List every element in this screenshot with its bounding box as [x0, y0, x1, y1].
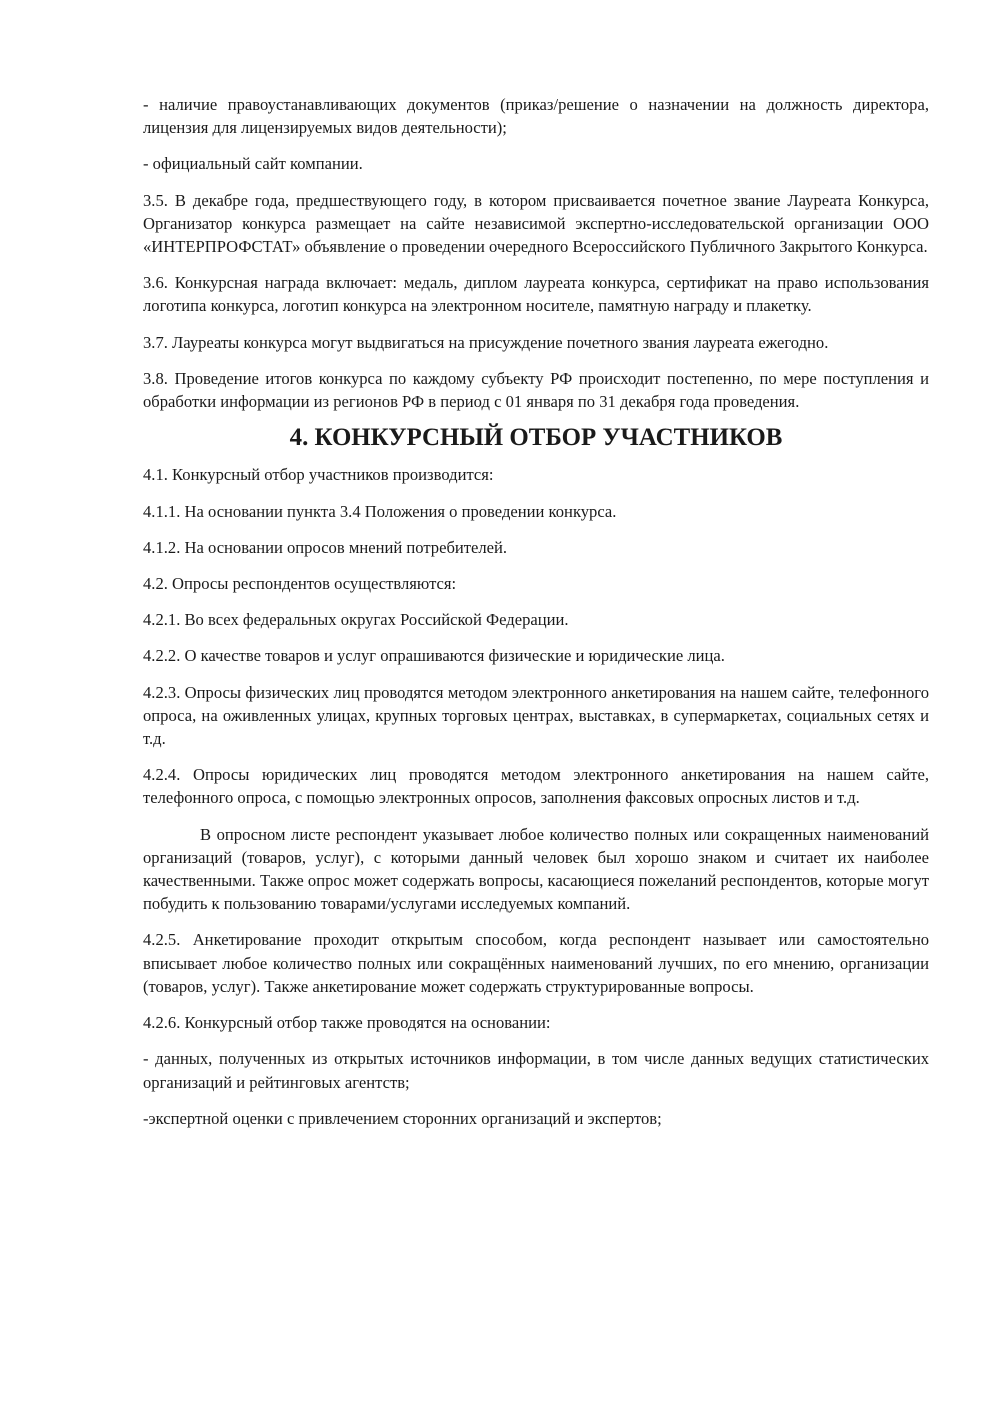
paragraph-4-2: 4.2. Опросы респондентов осуществляются: [143, 574, 457, 594]
paragraph-3-6: 3.6. Конкурсная награда включает: медаль, диплом лауреата конкурса, сертификат на право использования логотипа конкурса, логотип конкурса на электронном носителе, памятную награду и плакетку. [143, 273, 929, 316]
paragraph-4-1-1: 4.1.1. На основании пункта 3.4 Положения о проведении конкурса. [143, 501, 617, 521]
paragraph-4-1-2: 4.1.2. На основании опросов мнений потребителей. [143, 537, 508, 557]
paragraph-4-1: 4.1. Конкурсный отбор участников производится: [143, 465, 494, 485]
paragraph-bullet-website: - официальный сайт компании. [143, 154, 363, 174]
paragraph-bullet-open-sources: - данных, полученных из открытых источников информации, в том числе данных ведущих статистических организаций и рейтинговых агентств; [143, 1049, 929, 1092]
paragraph-4-2-2: 4.2.2. О качестве товаров и услуг опрашиваются физические и юридические лица. [143, 646, 725, 666]
paragraph-3-7: 3.7. Лауреаты конкурса могут выдвигаться на присуждение почетного звания лауреата ежегодно. [143, 332, 829, 352]
paragraph-3-5: 3.5. В декабре года, предшествующего году, в котором присваивается почетное звание Лауреата Конкурса, Организатор конкурса размещает на сайте независимой экспертно-исследовательской организации ООО «ИНТЕРПРОФСТАТ» объявление о проведении очередного Всероссийского Публичного Закрытого Конкурса. [143, 190, 929, 257]
paragraph-bullet-expert: -экспертной оценки с привлечением сторонних организаций и экспертов; [143, 1108, 662, 1128]
document-page [143, 93, 929, 1143]
paragraph-4-2-5: 4.2.5. Анкетирование проходит открытым способом, когда респондент называет или самостоятельно вписывает любое количество полных или сокращённых наименований лучших, по его мнению, организации (товаров, услуг). Также анкетирование может содержать структурированные вопросы. [143, 930, 929, 996]
paragraph-3-8: 3.8. Проведение итогов конкурса по каждому субъекту РФ происходит постепенно, по мере поступления и обработки информации из регионов РФ в период с 01 января по 31 декабря года проведения. [143, 368, 929, 412]
paragraph-4-2-3: 4.2.3. Опросы физических лиц проводятся методом электронного анкетирования на нашем сайте, телефонного опроса, на оживленных улицах, крупных торговых центрах, выставках, в супермаркетах, социальных сетях и т.д. [143, 682, 929, 749]
paragraph-questionnaire: В опросном листе респондент указывает любое количество полных или сокращенных наименований организаций (товаров, услуг), с которыми данный человек был хорошо знаком и считает их наиболее качественными. Также опрос может содержать вопросы, касающиеся пожеланий респондентов, которые могут побудить к пользованию товарами/услугами исследуемых компаний. [143, 824, 929, 914]
paragraph-bullet-documents: - наличие правоустанавливающих документов (приказ/решение о назначении на должность директора, лицензия для лицензируемых видов деятельности); [143, 95, 929, 138]
paragraph-4-2-1: 4.2.1. Во всех федеральных округах Российской Федерации. [143, 610, 569, 630]
paragraph-4-2-4: 4.2.4. Опросы юридических лиц проводятся методом электронного анкетирования на нашем сайте, телефонного опроса, с помощью электронных опросов, заполнения факсовых опросных листов и т.д. [143, 765, 929, 808]
section-heading: 4. КОНКУРСНЫЙ ОТБОР УЧАСТНИКОВ [289, 424, 783, 452]
paragraph-4-2-6: 4.2.6. Конкурсный отбор также проводятся на основании: [143, 1013, 551, 1033]
